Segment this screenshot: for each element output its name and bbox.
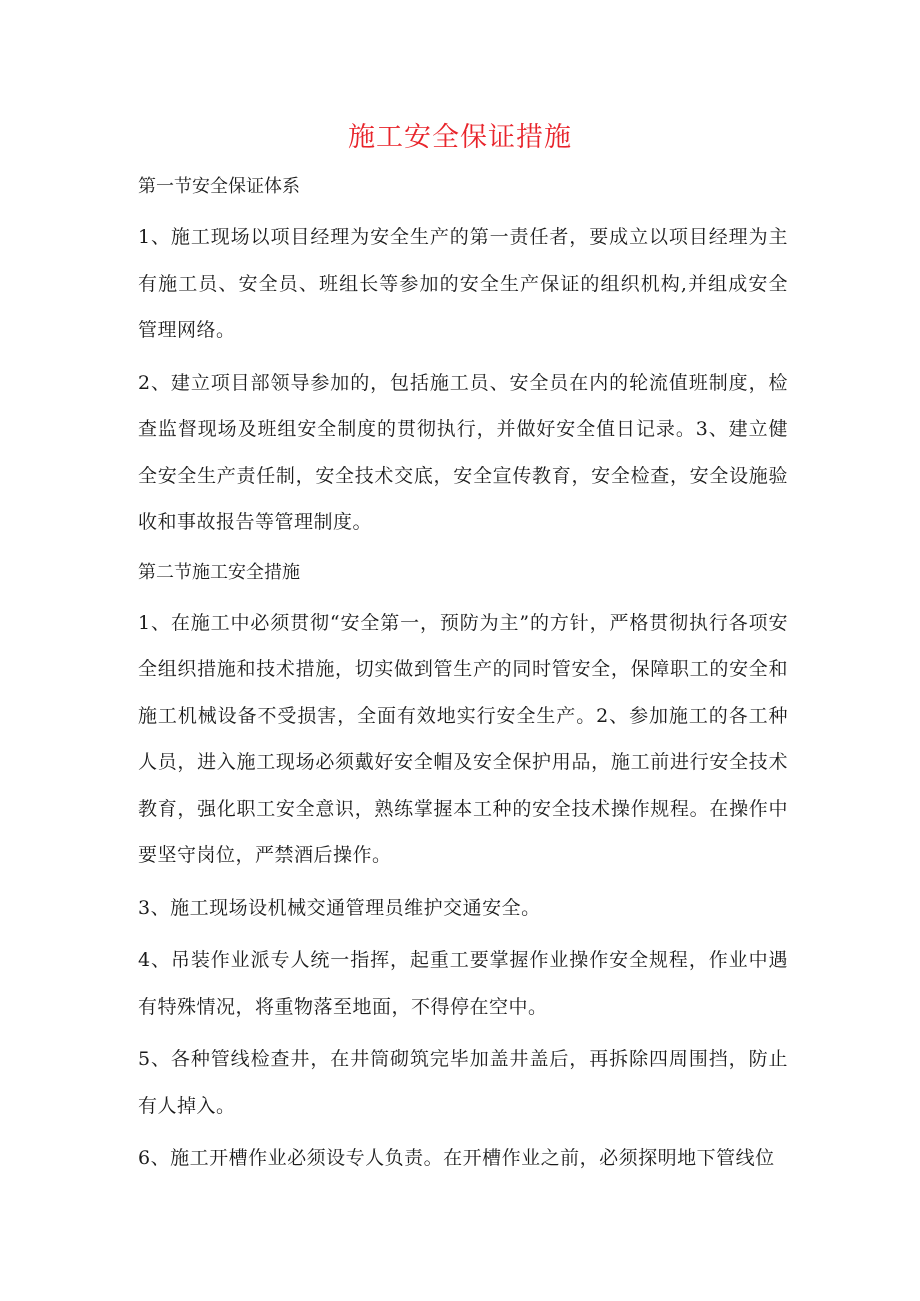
- paragraph-1-2: 2、建立项目部领导参加的，包括施工员、安全员在内的轮流值班制度，检查监督现场及班组安全制度的贯彻执行，并做好安全值日记录。3、建立健全安全生产责任制，安全技术交底，安全宣传教育，安全检查，安全设施验收和事故报告等管理制度。: [138, 371, 788, 533]
- paragraph-2-4: 5、各种管线检查井，在井筒砌筑完毕加盖井盖后，再拆除四周围挡，防止有人掉入。: [138, 1048, 788, 1117]
- paragraph-2-5: 6、施工开槽作业必须设专人负责。在开槽作业之前，必须探明地下管线位: [138, 1147, 775, 1169]
- paragraph-1-1: 1、施工现场以项目经理为安全生产的第一责任者，要成立以项目经理为主有施工员、安全员、班组长等参加的安全生产保证的组织机构,并组成安全管理网络。: [138, 226, 788, 341]
- document-body: [138, 168, 788, 1182]
- paragraph-2-2: 3、施工现场设机械交通管理员维护交通安全。: [138, 896, 541, 919]
- document-title: 施工安全保证措施: [348, 122, 572, 153]
- section-heading-1: 第一节安全保证体系: [138, 176, 300, 197]
- section-heading-2: 第二节施工安全措施: [138, 561, 300, 583]
- paragraph-2-1: 1、在施工中必须贯彻“安全第一，预防为主”的方针，严格贯彻执行各项安全组织措施和技术措施，切实做到管生产的同时管安全，保障职工的安全和施工机械设备不受损害，全面有效地实行安全生产。2、参加施工的各工种人员，进入施工现场必须戴好安全帽及安全保护用品，施工前进行安全技术教育，强化职工安全意识，熟练掌握本工种的安全技术操作规程。在操作中要坚守岗位，严禁酒后操作。: [138, 611, 788, 866]
- paragraph-2-3: 4、吊装作业派专人统一指挥，起重工要掌握作业操作安全规程，作业中遇有特殊情况，将重物落至地面，不得停在空中。: [138, 949, 788, 1018]
